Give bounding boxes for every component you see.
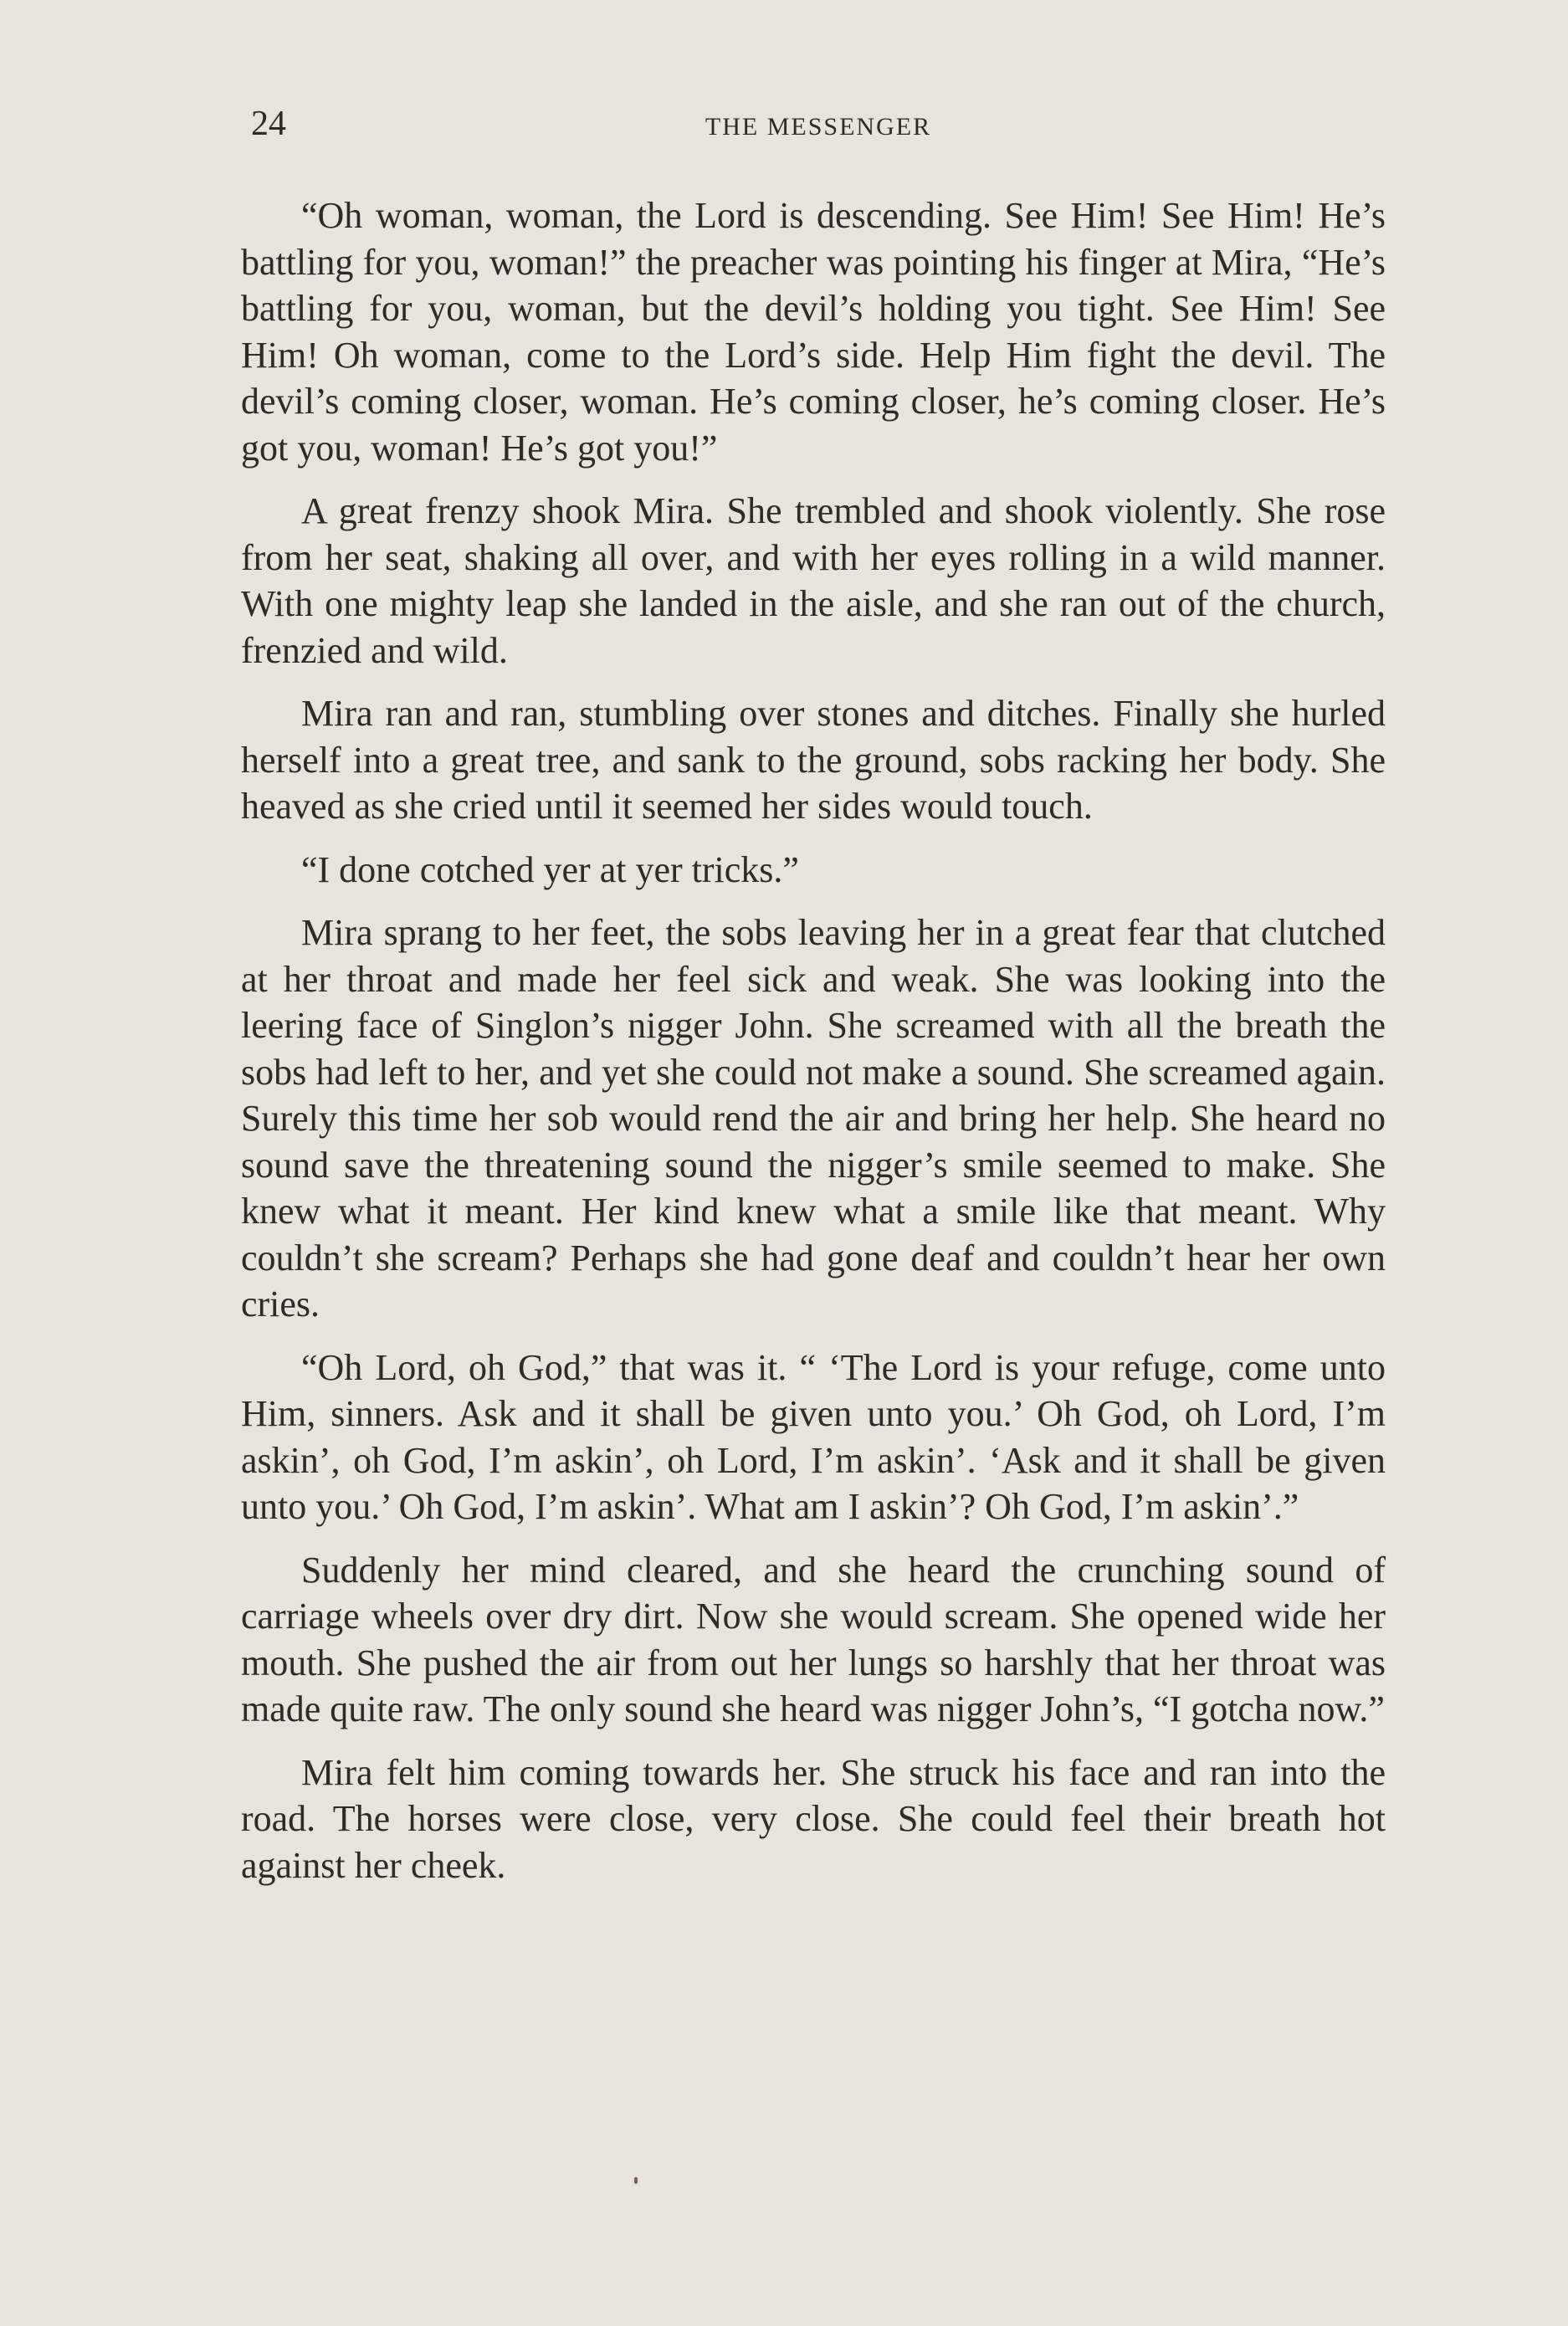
paragraph: “Oh Lord, oh God,” that was it. “ ‘The Lord is your refuge, come unto Him, sinners. Ask and it shall be given unto you.’ Oh God, oh Lord, I’m askin’, oh God, I’m askin’, oh Lord, I’m askin’. ‘Ask and it shall be given unto you.’ Oh God, I’m askin’. What am I askin’? Oh God, I’m askin’.” bbox=[241, 1346, 1386, 1527]
running-title: THE MESSENGER bbox=[705, 113, 932, 141]
body-text bbox=[241, 192, 1386, 1905]
paragraph: A great frenzy shook Mira. She trembled and shook violently. She rose from her seat, shaking all over, and with her eyes rolling in a wild manner. With one mighty leap she landed in the aisle, and she ran out of the church, frenzied and wild. bbox=[241, 490, 1386, 671]
ink-speck bbox=[634, 2177, 638, 2184]
paragraph: “Oh woman, woman, the Lord is descending. See Him! See Him! He’s battling for you, woman!” the preacher was pointing his finger at Mira, “He’s battling for you, woman, but the devil’s holding you tight. See Him! See Him! Oh woman, come to the Lord’s side. Help Him fight the devil. The devil’s coming closer, woman. He’s coming closer, he’s coming closer. He’s got you, woman! He’s got you!” bbox=[241, 195, 1386, 469]
paragraph: Mira sprang to her feet, the sobs leaving her in a great fear that clutched at her throat and made her feel sick and weak. She was looking into the leering face of Singlon’s nigger John. She screamed with all the breath the sobs had left to her, and yet she could not make a sound. She screamed again. Surely this time her sob would rend the air and bring her help. She heard no sound save the threatening sound the nigger’s smile seemed to make. She knew what it meant. Her kind knew what a smile like that meant. Why couldn’t she scream? Perhaps she had gone deaf and couldn’t hear her own cries. bbox=[241, 912, 1386, 1324]
paragraph: Suddenly her mind cleared, and she heard the crunching sound of carriage wheels over dry dirt. Now she would scream. She opened wide her mouth. She pushed the air from out her lungs so harshly that her throat was made quite raw. The only sound she heard was nigger John’s, “I gotcha now.” bbox=[241, 1549, 1386, 1729]
page-number: 24 bbox=[251, 105, 286, 143]
paragraph: “I done cotched yer at yer tricks.” bbox=[301, 848, 799, 890]
paragraph: Mira ran and ran, stumbling over stones and ditches. Finally she hurled herself into a great tree, and sank to the ground, sobs racking her body. She heaved as she cried until it seemed her sides would touch. bbox=[241, 693, 1386, 827]
paragraph: Mira felt him coming towards her. She struck his face and ran into the road. The horses were close, very close. She could feel their breath hot against her cheek. bbox=[241, 1751, 1386, 1886]
page-header bbox=[251, 99, 1386, 149]
